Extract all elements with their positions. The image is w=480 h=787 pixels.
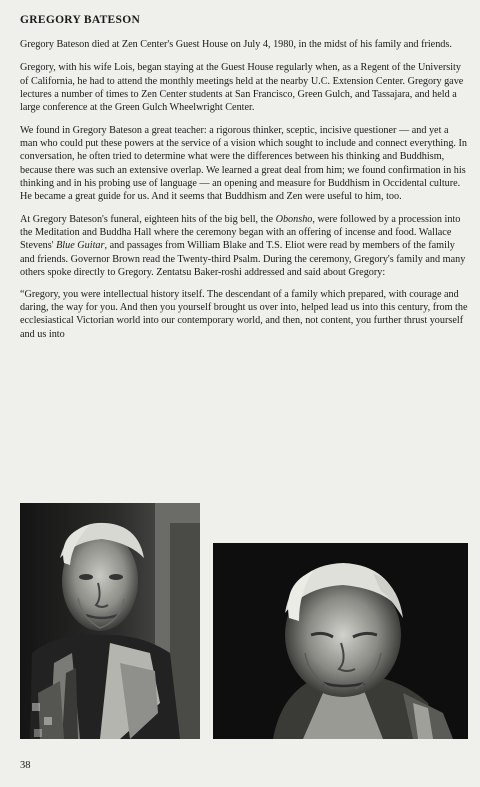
page-number: 38 bbox=[20, 760, 31, 771]
page-heading: GREGORY BATESON bbox=[20, 14, 141, 26]
paragraph-2: Gregory, with his wife Lois, began staying at the Guest House regularly when, as a Regent of the University of California, he had to attend the monthly meetings held at the nearby U.C. Extension Center. Gregory gave lectures a number of times to Zen Center students at San Francisco, Green Gulch, and Tassajara, and held a large conference at the Green Gulch Wheelwright Center. bbox=[20, 62, 464, 114]
obonsho-term: Obonsho bbox=[275, 213, 313, 225]
paragraph-5: “Gregory, you were intellectual history itself. The descendant of a family which prepared, with courage and daring, the way for you. And then you yourself brought us over into, helped lead us into this century, from the ecclesiastical Victorian world into our contemporary world, and then, not content, you further thrust yourself and us into bbox=[20, 288, 468, 340]
funeral-text-2: , were followed by a procession into the Meditation and Buddha Hall where the ceremony began with an offering of incense and food. Wallace Stevens' bbox=[20, 213, 461, 252]
photo-bateson-portrait-2 bbox=[213, 543, 468, 739]
blue-guitar-title: Blue Guitar bbox=[56, 240, 105, 252]
funeral-text-3: , and passages from William Blake and T.S. Eliot were read by members of the family and friends. Governor Brown read the Twenty-third Psalm. During the ceremony, Gregory's family and many others spoke directly to Gregory. Zentatsu Baker-roshi addressed and said about Gregory: bbox=[20, 240, 466, 279]
paragraph-3: We found in Gregory Bateson a great teacher: a rigorous thinker, sceptic, incisive questioner — and yet a man who could put these powers at the service of a vision which sought to include and connect everything. In conversation, he often tried to determine what were the differences between his thinking and Buddhism, because there was such an extensive overlap. We learned a great deal from him; we found confirmation in his thinking and in his probing use of language — an opening and measure for Buddhism in Occidental culture. He became a great guide for us. And it seems that Buddhism and Zen were useful to him, too. bbox=[20, 124, 468, 203]
body-text bbox=[20, 38, 468, 348]
paragraph-4 bbox=[20, 213, 468, 280]
paragraph-1: Gregory Bateson died at Zen Center's Guest House on July 4, 1980, in the midst of his family and friends. bbox=[20, 39, 452, 50]
funeral-text-1: At Gregory Bateson's funeral, eighteen hits of the big bell, the bbox=[20, 213, 276, 225]
photo-bateson-portrait-1 bbox=[20, 503, 200, 739]
